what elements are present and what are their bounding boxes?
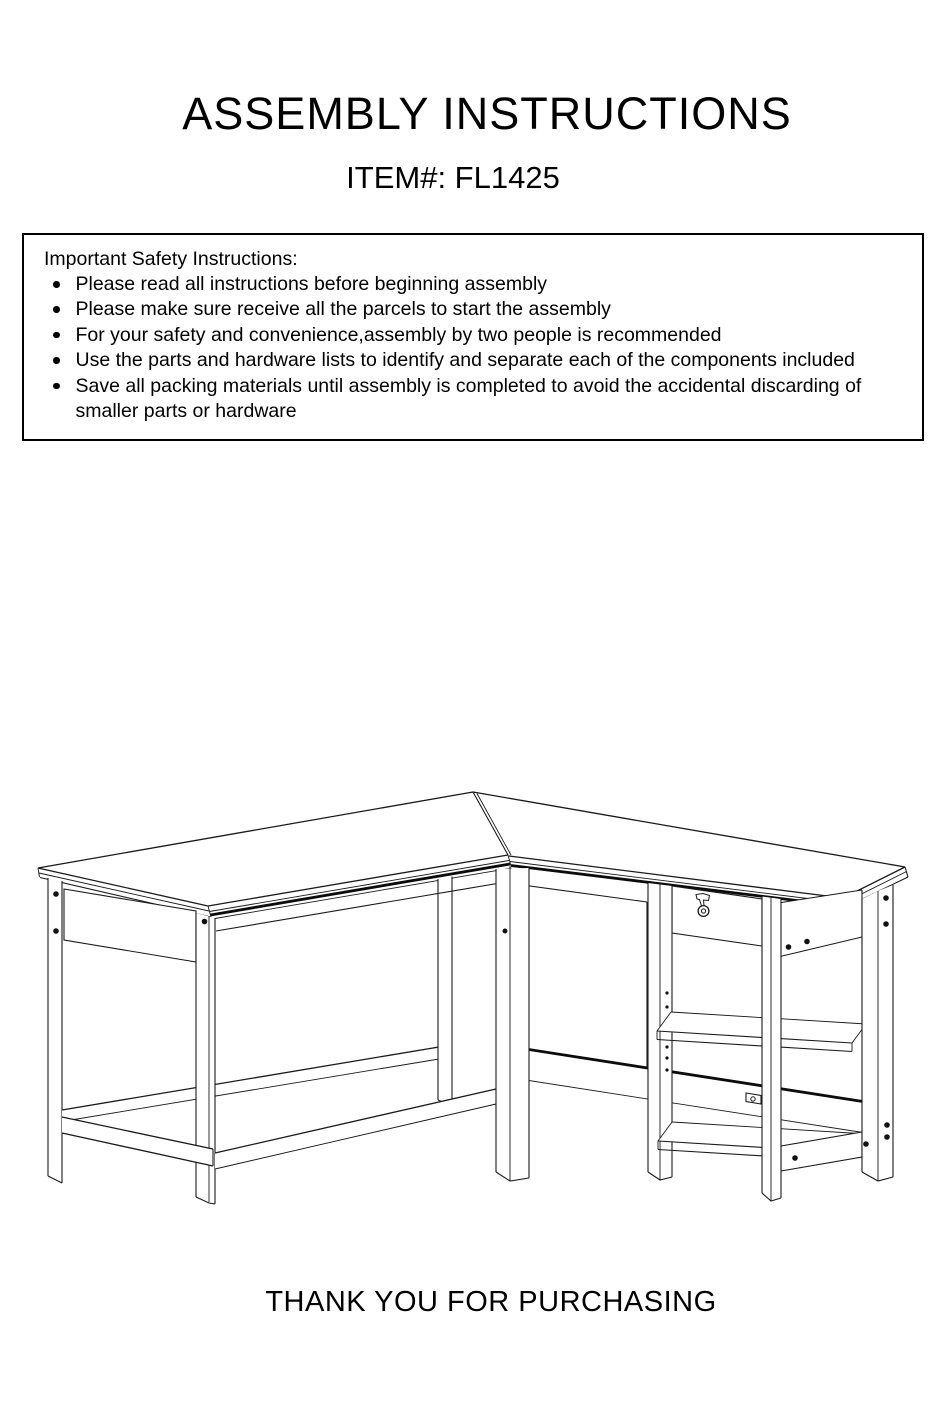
footer-text: THANK YOU FOR PURCHASING — [265, 1286, 717, 1318]
safety-bullet-text: Please read all instructions before beginning assembly — [75, 273, 548, 295]
bolt-dot — [53, 891, 59, 897]
item-number: ITEM#: FL1425 — [346, 160, 560, 195]
bolt-dot — [792, 1155, 798, 1161]
bolt-dot — [884, 1134, 890, 1140]
left-desk-frame — [48, 877, 506, 1205]
safety-bullet-text: Save all packing materials until assembly is completed to avoid the accidental discarding of smaller parts or hardware — [75, 374, 862, 423]
page-title: ASSEMBLY INSTRUCTIONS — [182, 88, 792, 139]
bolt-dot — [884, 1122, 890, 1128]
bolt-dot — [53, 928, 59, 934]
safety-heading: Important Safety Instructions: — [44, 248, 298, 270]
bolt-dot — [883, 921, 889, 927]
safety-bullet-text: Please make sure receive all the parcels to start the assembly — [75, 298, 611, 321]
bolt-dot — [804, 939, 810, 945]
bolt-dot — [883, 895, 889, 901]
bolt-dot — [786, 944, 792, 950]
bolt-dot — [202, 919, 208, 925]
bolt-dot — [863, 1141, 869, 1147]
bolt-dot — [503, 929, 508, 934]
back-rail — [500, 1045, 866, 1133]
corner-leg — [496, 868, 529, 1181]
safety-bullet-text: For your safety and convenience,assembly by two people is recommended — [75, 323, 722, 346]
pedestal-section — [496, 866, 893, 1201]
safety-bullet-text: Use the parts and hardware lists to identify and separate each of the components included — [75, 349, 855, 372]
